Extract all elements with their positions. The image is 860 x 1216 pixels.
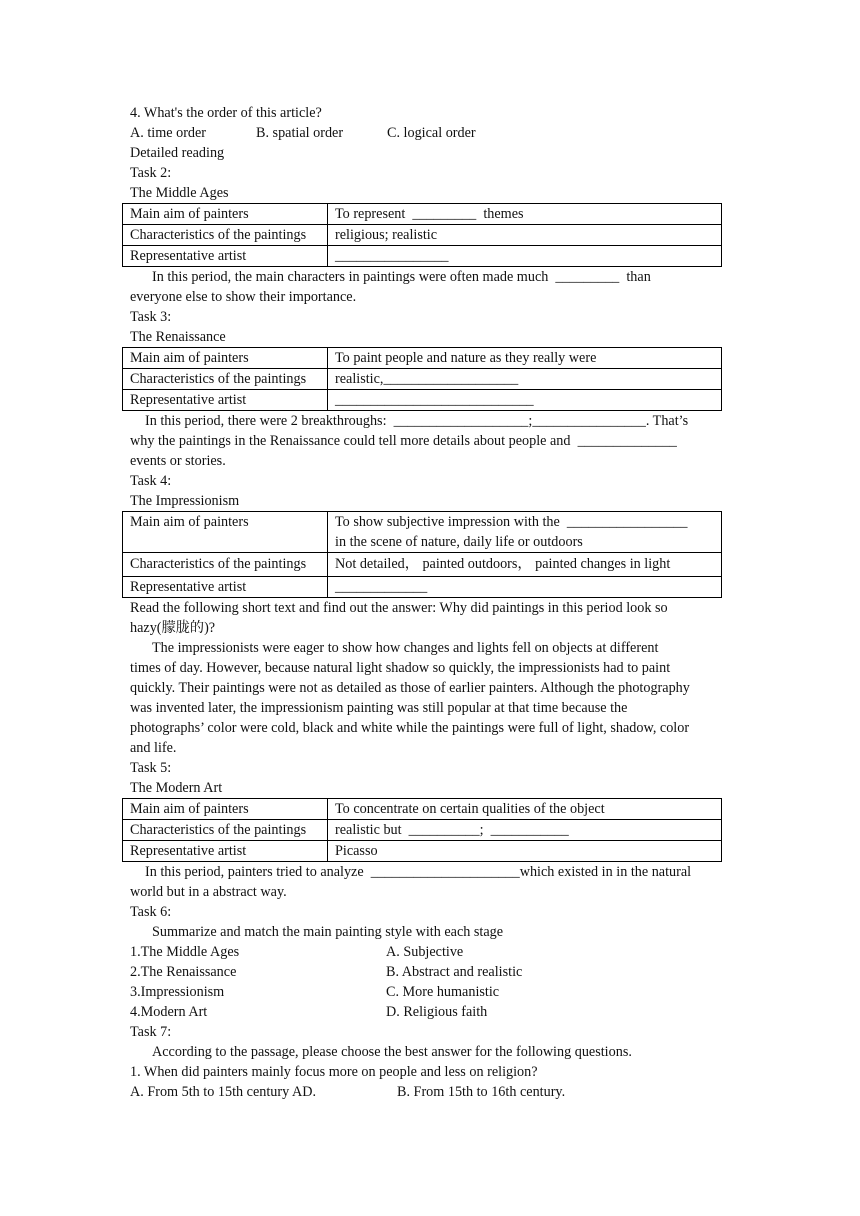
row-label: Characteristics of the paintings [123, 553, 328, 577]
row-label: Representative artist [123, 577, 328, 598]
task6-title: Task 6: [130, 904, 172, 920]
match-row [130, 962, 730, 982]
table-row [123, 390, 722, 411]
table-row [123, 512, 722, 553]
row-value: Picasso [328, 841, 722, 862]
q4-question: 4. What's the order of this article? [130, 105, 322, 121]
task4-text-line: and life. [130, 740, 177, 756]
match-style: C. More humanistic [386, 984, 500, 1000]
row-value: realistic but __________; ___________ [328, 820, 722, 841]
task3-paragraph-line: why the paintings in the Renaissance could tell more details about people and ______________ [130, 433, 677, 449]
task4-text-line: was invented later, the impressionism painting was still popular at that time because the [130, 700, 628, 716]
row-value: To represent _________ themes [328, 204, 722, 225]
task2-paragraph-line: In this period, the main characters in paintings were often made much _________ than [152, 269, 651, 285]
task7-option-a: A. From 5th to 15th century AD. [130, 1084, 317, 1100]
row-value: ________________ [328, 246, 722, 267]
table-row [123, 799, 722, 820]
task4-table [122, 511, 722, 598]
row-label: Characteristics of the paintings [123, 369, 328, 390]
task4-text-line: quickly. Their paintings were not as detailed as those of earlier painters. Although the photography [130, 680, 690, 696]
task7-question: 1. When did painters mainly focus more on people and less on religion? [130, 1064, 538, 1080]
row-label: Characteristics of the paintings [123, 225, 328, 246]
match-style: D. Religious faith [386, 1004, 488, 1020]
row-label: Characteristics of the paintings [123, 820, 328, 841]
task2-period: The Middle Ages [130, 185, 229, 201]
table-row [123, 553, 722, 577]
row-label: Representative artist [123, 246, 328, 267]
row-value [328, 512, 722, 553]
detailed-reading-heading: Detailed reading [130, 145, 225, 161]
task3-table [122, 347, 722, 411]
task2-title: Task 2: [130, 165, 172, 181]
task3-period: The Renaissance [130, 329, 226, 345]
row-label: Main aim of painters [123, 204, 328, 225]
task4-title: Task 4: [130, 473, 172, 489]
task3-paragraph-line: events or stories. [130, 453, 226, 469]
task4-text-line: The impressionists were eager to show how changes and lights fell on objects at different [152, 640, 659, 656]
task3-paragraph-line: In this period, there were 2 breakthroughs: ___________________;________________. That’s [145, 413, 689, 429]
row-value: _____________ [328, 577, 722, 598]
task7-instruction: According to the passage, please choose the best answer for the following questions. [152, 1044, 632, 1060]
q4-option-b: B. spatial order [256, 125, 344, 141]
task4-question-line: Read the following short text and find out the answer: Why did paintings in this period look so [130, 600, 668, 616]
match-row [130, 982, 730, 1002]
table-row [123, 820, 722, 841]
table-row [123, 369, 722, 390]
task5-table [122, 798, 722, 862]
task7-options [130, 1082, 730, 1102]
match-row [130, 1002, 730, 1022]
task7-option-b: B. From 15th to 16th century. [397, 1084, 566, 1100]
worksheet [130, 103, 730, 1102]
table-row [123, 841, 722, 862]
match-stage: 2.The Renaissance [130, 964, 237, 980]
task2-paragraph-line: everyone else to show their importance. [130, 289, 357, 305]
task5-title: Task 5: [130, 760, 172, 776]
row-label: Main aim of painters [123, 348, 328, 369]
row-label: Main aim of painters [123, 512, 328, 553]
match-stage: 4.Modern Art [130, 1004, 208, 1020]
match-style: A. Subjective [386, 944, 464, 960]
row-label: Representative artist [123, 841, 328, 862]
match-row [130, 942, 730, 962]
table-row [123, 577, 722, 598]
table-row [123, 348, 722, 369]
row-label: Main aim of painters [123, 799, 328, 820]
task5-paragraph-line: world but in a abstract way. [130, 884, 287, 900]
row-value: To paint people and nature as they really were [328, 348, 722, 369]
task4-text-line: photographs’ color were cold, black and white while the paintings were full of light, shadow, color [130, 720, 690, 736]
task7-title: Task 7: [130, 1024, 172, 1040]
row-value-line: To show subjective impression with the _________________ [335, 514, 688, 530]
task2-table [122, 203, 722, 267]
row-value: Not detailed， painted outdoors， painted changes in light [328, 553, 722, 577]
q4-option-a: A. time order [130, 125, 207, 141]
row-label: Representative artist [123, 390, 328, 411]
task4-text-line: times of day. However, because natural light shadow so quickly, the impressionists had to paint [130, 660, 671, 676]
table-row [123, 246, 722, 267]
table-row [123, 204, 722, 225]
match-style: B. Abstract and realistic [386, 964, 523, 980]
row-value: To concentrate on certain qualities of the object [328, 799, 722, 820]
task5-period: The Modern Art [130, 780, 223, 796]
row-value-line: in the scene of nature, daily life or outdoors [335, 534, 583, 550]
task3-title: Task 3: [130, 309, 172, 325]
task4-period: The Impressionism [130, 493, 240, 509]
task6-instruction: Summarize and match the main painting style with each stage [152, 924, 504, 940]
task4-question-line: hazy(朦胧的)? [130, 620, 216, 636]
match-stage: 1.The Middle Ages [130, 944, 240, 960]
match-stage: 3.Impressionism [130, 984, 225, 1000]
q4-option-c: C. logical order [387, 125, 476, 141]
row-value: realistic,___________________ [328, 369, 722, 390]
task5-paragraph-line: In this period, painters tried to analyze _____________________which existed in in the natural [145, 864, 692, 880]
q4-options [130, 123, 730, 143]
row-value: ____________________________ [328, 390, 722, 411]
row-value: religious; realistic [328, 225, 722, 246]
table-row [123, 225, 722, 246]
